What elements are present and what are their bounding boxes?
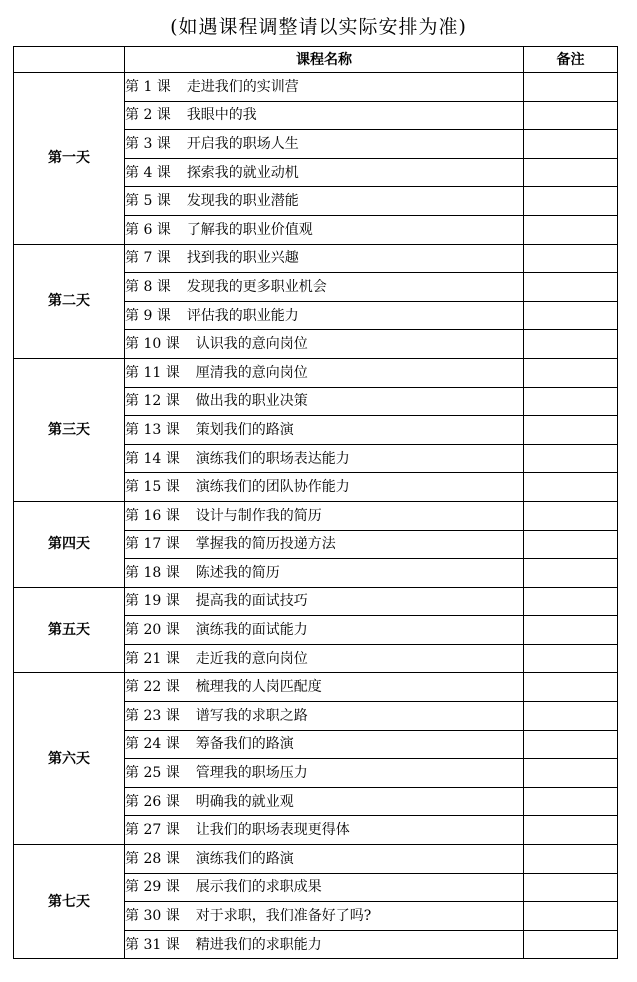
- lesson-cell: [125, 101, 524, 130]
- lesson-cell: [125, 158, 524, 187]
- lesson-number: 第 6 课: [125, 221, 171, 238]
- day-label: 第四天: [14, 501, 125, 587]
- remark-cell: [524, 530, 618, 559]
- schedule-note: (如遇课程调整请以实际安排为准): [170, 16, 467, 38]
- remark-cell: [524, 759, 618, 788]
- lesson-number: 第 5 课: [125, 193, 171, 210]
- remark-cell: [524, 702, 618, 731]
- remark-cell: [524, 130, 618, 159]
- lesson-title: 做出我的职业决策: [195, 393, 308, 410]
- lesson-title: 演练我们的职场表达能力: [195, 450, 350, 467]
- lesson-title: 评估我的职业能力: [186, 307, 299, 324]
- remark-cell: [524, 673, 618, 702]
- lesson-title: 对于求职，我们准备好了吗?: [195, 908, 372, 925]
- lesson-number: 第 14 课: [125, 450, 180, 467]
- lesson-cell: [125, 358, 524, 387]
- day-column-header: [14, 47, 125, 73]
- lesson-title: 提高我的面试技巧: [195, 593, 308, 610]
- lesson-number: 第 18 课: [125, 564, 180, 581]
- remark-header: 备注: [524, 47, 618, 73]
- lesson-cell: [125, 244, 524, 273]
- lesson-title: 了解我的职业价值观: [186, 221, 313, 238]
- lesson-title: 演练我的面试能力: [195, 622, 308, 639]
- remark-cell: [524, 330, 618, 359]
- lesson-cell: [125, 702, 524, 731]
- lesson-number: 第 22 课: [125, 679, 180, 696]
- table-row: [14, 358, 618, 387]
- remark-cell: [524, 301, 618, 330]
- lesson-cell: [125, 873, 524, 902]
- lesson-number: 第 16 课: [125, 507, 180, 524]
- lesson-cell: [125, 187, 524, 216]
- lesson-title: 走进我们的实训营: [186, 78, 299, 95]
- lesson-number: 第 19 课: [125, 593, 180, 610]
- schedule-body: [14, 73, 618, 959]
- lesson-cell: [125, 416, 524, 445]
- day-label: 第二天: [14, 244, 125, 358]
- lesson-number: 第 10 课: [125, 336, 180, 353]
- lesson-title: 认识我的意向岗位: [195, 336, 308, 353]
- lesson-title: 走近我的意向岗位: [195, 650, 308, 667]
- lesson-number: 第 7 课: [125, 250, 171, 267]
- lesson-number: 第 31 课: [125, 936, 180, 953]
- lesson-cell: [125, 215, 524, 244]
- lesson-cell: [125, 387, 524, 416]
- lesson-cell: [125, 930, 524, 959]
- lesson-cell: [125, 444, 524, 473]
- lesson-cell: [125, 787, 524, 816]
- table-header-row: [14, 47, 618, 73]
- lesson-number: 第 17 课: [125, 536, 180, 553]
- lesson-title: 陈述我的简历: [195, 564, 280, 581]
- lesson-number: 第 28 课: [125, 850, 180, 867]
- lesson-title: 掌握我的简历投递方法: [195, 536, 336, 553]
- lesson-cell: [125, 130, 524, 159]
- table-row: [14, 587, 618, 616]
- lesson-cell: [125, 902, 524, 931]
- lesson-cell: [125, 730, 524, 759]
- remark-cell: [524, 644, 618, 673]
- lesson-cell: [125, 559, 524, 588]
- lesson-title: 明确我的就业观: [195, 793, 294, 810]
- remark-cell: [524, 616, 618, 645]
- remark-cell: [524, 215, 618, 244]
- lesson-title: 我眼中的我: [186, 107, 257, 124]
- lesson-title: 让我们的职场表现更得体: [195, 822, 350, 839]
- day-label: 第六天: [14, 673, 125, 845]
- remark-cell: [524, 73, 618, 102]
- lesson-title: 开启我的职场人生: [186, 135, 299, 152]
- lesson-title: 厘清我的意向岗位: [195, 364, 308, 381]
- lesson-number: 第 9 课: [125, 307, 171, 324]
- lesson-number: 第 27 课: [125, 822, 180, 839]
- remark-cell: [524, 101, 618, 130]
- lesson-cell: [125, 473, 524, 502]
- remark-cell: [524, 845, 618, 874]
- remark-cell: [524, 816, 618, 845]
- lesson-cell: [125, 616, 524, 645]
- remark-cell: [524, 387, 618, 416]
- lesson-number: 第 24 课: [125, 736, 180, 753]
- lesson-number: 第 20 课: [125, 622, 180, 639]
- remark-cell: [524, 930, 618, 959]
- lesson-title: 展示我们的求职成果: [195, 879, 322, 896]
- lesson-cell: [125, 816, 524, 845]
- lesson-cell: [125, 301, 524, 330]
- remark-cell: [524, 416, 618, 445]
- lesson-number: 第 2 课: [125, 107, 171, 124]
- lesson-number: 第 8 课: [125, 278, 171, 295]
- lesson-number: 第 15 课: [125, 479, 180, 496]
- course-name-header: 课程名称: [125, 47, 524, 73]
- table-row: [14, 73, 618, 102]
- remark-cell: [524, 730, 618, 759]
- lesson-cell: [125, 759, 524, 788]
- lesson-number: 第 1 课: [125, 78, 171, 95]
- remark-cell: [524, 587, 618, 616]
- remark-cell: [524, 473, 618, 502]
- remark-cell: [524, 559, 618, 588]
- lesson-title: 策划我们的路演: [195, 421, 294, 438]
- day-label: 第一天: [14, 73, 125, 245]
- lesson-cell: [125, 273, 524, 302]
- remark-cell: [524, 187, 618, 216]
- remark-cell: [524, 244, 618, 273]
- lesson-title: 发现我的职业潜能: [186, 193, 299, 210]
- lesson-cell: [125, 644, 524, 673]
- lesson-number: 第 29 课: [125, 879, 180, 896]
- day-label: 第三天: [14, 358, 125, 501]
- lesson-number: 第 3 课: [125, 135, 171, 152]
- lesson-number: 第 30 课: [125, 908, 180, 925]
- day-label: 第七天: [14, 845, 125, 959]
- lesson-cell: [125, 845, 524, 874]
- lesson-number: 第 26 课: [125, 793, 180, 810]
- lesson-cell: [125, 673, 524, 702]
- table-row: [14, 244, 618, 273]
- table-row: [14, 501, 618, 530]
- lesson-title: 找到我的职业兴趣: [186, 250, 299, 267]
- lesson-cell: [125, 501, 524, 530]
- remark-cell: [524, 358, 618, 387]
- day-label: 第五天: [14, 587, 125, 673]
- remark-cell: [524, 873, 618, 902]
- lesson-title: 谱写我的求职之路: [195, 707, 308, 724]
- remark-cell: [524, 787, 618, 816]
- remark-cell: [524, 902, 618, 931]
- lesson-title: 设计与制作我的简历: [195, 507, 322, 524]
- lesson-number: 第 4 课: [125, 164, 171, 181]
- lesson-number: 第 21 课: [125, 650, 180, 667]
- lesson-title: 演练我们的团队协作能力: [195, 479, 350, 496]
- lesson-number: 第 13 课: [125, 421, 180, 438]
- lesson-title: 发现我的更多职业机会: [186, 278, 327, 295]
- remark-cell: [524, 158, 618, 187]
- table-row: [14, 673, 618, 702]
- lesson-cell: [125, 73, 524, 102]
- remark-cell: [524, 501, 618, 530]
- lesson-title: 精进我们的求职能力: [195, 936, 322, 953]
- lesson-title: 探索我的就业动机: [186, 164, 299, 181]
- remark-cell: [524, 273, 618, 302]
- lesson-number: 第 23 课: [125, 707, 180, 724]
- lesson-title: 筹备我们的路演: [195, 736, 294, 753]
- lesson-cell: [125, 330, 524, 359]
- table-row: [14, 845, 618, 874]
- lesson-title: 管理我的职场压力: [195, 765, 308, 782]
- remark-cell: [524, 444, 618, 473]
- lesson-number: 第 11 课: [125, 364, 180, 381]
- lesson-cell: [125, 587, 524, 616]
- lesson-title: 梳理我的人岗匹配度: [195, 679, 322, 696]
- lesson-number: 第 25 课: [125, 765, 180, 782]
- lesson-number: 第 12 课: [125, 393, 180, 410]
- lesson-title: 演练我们的路演: [195, 850, 294, 867]
- lesson-cell: [125, 530, 524, 559]
- course-schedule-table: [13, 46, 618, 959]
